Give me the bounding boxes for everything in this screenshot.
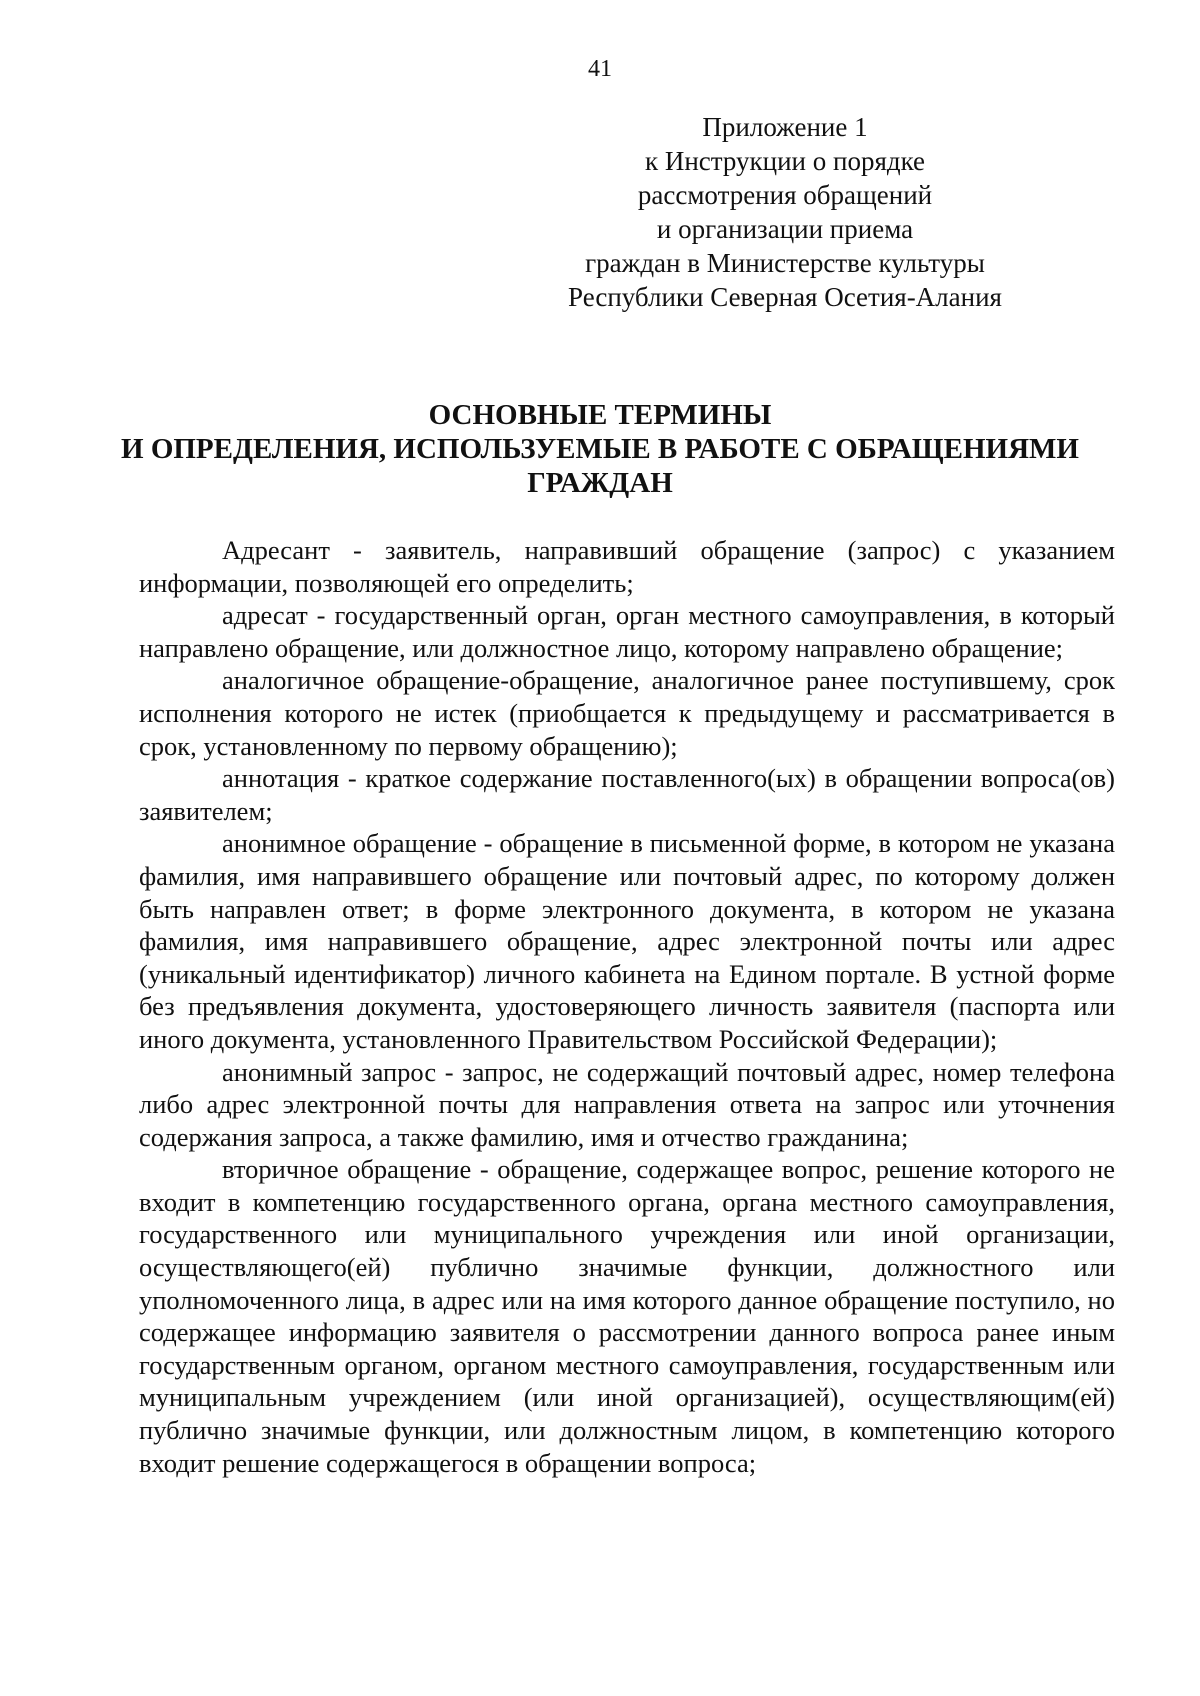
heading-line: ГРАЖДАН xyxy=(527,467,673,499)
heading-line: И ОПРЕДЕЛЕНИЯ, ИСПОЛЬЗУЕМЫЕ В РАБОТЕ С ОБРАЩЕНИЯМИ xyxy=(121,433,1079,465)
appendix-line: Приложение 1 xyxy=(702,112,868,142)
term-paragraph-annotation: аннотация - краткое содержание поставленного(ых) в обращении вопроса(ов) заявителем; xyxy=(139,763,1115,826)
term-paragraph-addressant: Адресант - заявитель, направивший обращение (запрос) с указанием информации, позволяющей его определить; xyxy=(139,535,1115,598)
appendix-line: Республики Северная Осетия-Алания xyxy=(568,282,1002,312)
page-number: 41 xyxy=(588,56,612,82)
appendix-note xyxy=(520,110,1050,314)
appendix-line: и организации приема xyxy=(656,214,914,244)
term-paragraph-anonymous-request: анонимный запрос - запрос, не содержащий почтовый адрес, номер телефона либо адрес электронной почты для направления ответа на запрос или уточнения содержания запроса, а также фамилию, имя и отчество гражданина; xyxy=(139,1056,1115,1152)
term-paragraph-anonymous-appeal: анонимное обращение - обращение в письменной форме, в котором не указана фамилия, имя направившего обращение или почтовый адрес, по которому должен быть направлен ответ; в форме электронного документа, в котором не указана фамилия, имя направившего обращение, адрес электронной почты или адрес (уникальный идентификатор) личного кабинета на Едином портале. В устной форме без предъявления документа, удостоверяющего личность заявителя (паспорта или иного документа, установленного Правительством Российской Федерации); xyxy=(139,828,1115,1054)
heading-line: ОСНОВНЫЕ ТЕРМИНЫ xyxy=(428,399,772,431)
document-heading xyxy=(120,398,1080,500)
terms-body xyxy=(139,534,1115,1479)
term-paragraph-addressee: адресат - государственный орган, орган местного самоуправления, в который направлено обращение, или должностное лицо, которому направлено обращение; xyxy=(139,600,1115,663)
appendix-line: граждан в Министерстве культуры xyxy=(585,248,985,278)
term-paragraph-secondary-appeal: вторичное обращение - обращение, содержащее вопрос, решение которого не входит в компетенцию государственного органа, органа местного самоуправления, государственного или муниципального учреждения или иной организации, осуществляющего(ей) публично значимые функции, должностного или уполномоченного лица, в адрес или на имя которого данное обращение поступило, но содержащее информацию заявителя о рассмотрении данного вопроса ранее иным государственным органом, органом местного самоуправления, государственным или муниципальным учреждением (или иной организацией), осуществляющим(ей) публично значимые функции, или должностным лицом, в компетенцию которого входит решение содержащегося в обращении вопроса; xyxy=(139,1154,1115,1478)
appendix-line: рассмотрения обращений xyxy=(637,180,933,210)
term-paragraph-similar-appeal: аналогичное обращение-обращение, аналогичное ранее поступившему, срок исполнения которого не истек (приобщается к предыдущему и рассматривается в срок, установленному по первому обращению); xyxy=(139,665,1115,761)
appendix-line: к Инструкции о порядке xyxy=(644,146,926,176)
